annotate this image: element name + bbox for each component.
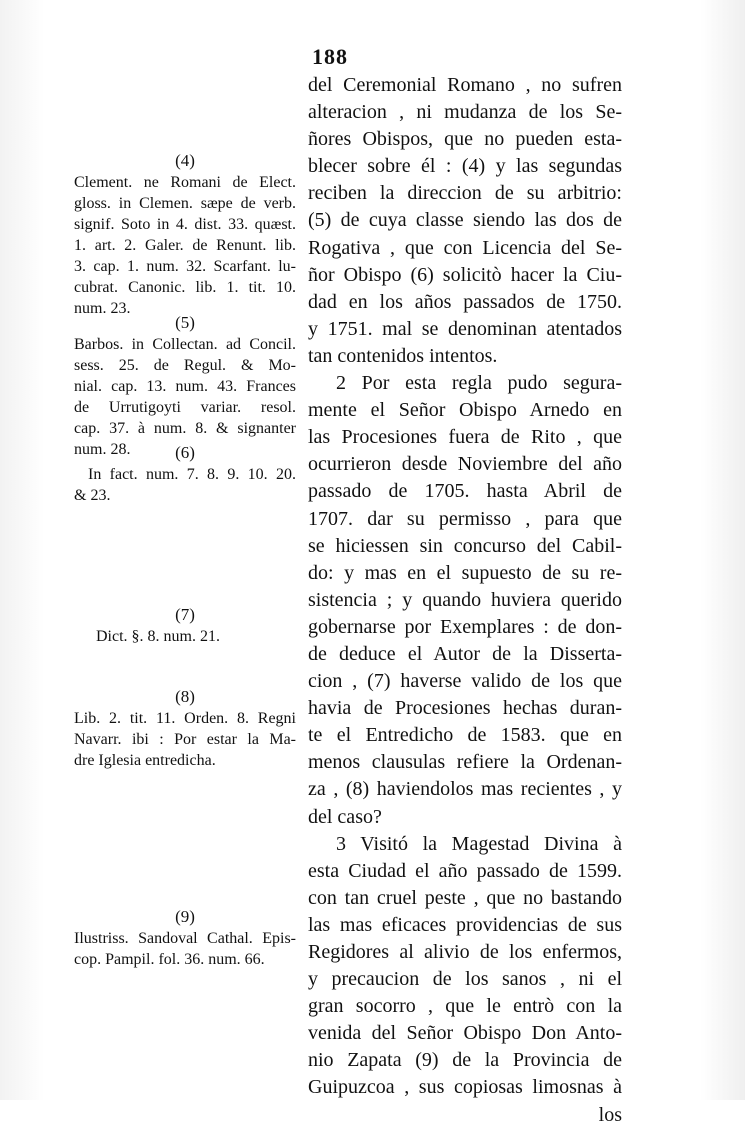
text-line: del Ceremonial Romano , no sufren [308, 74, 622, 96]
text-line: 3 Visitó la Magestad Divina à [336, 832, 622, 855]
text-line: Guipuzcoa , sus copiosas limosnas à [308, 1076, 622, 1099]
footnote-line: Dict. §. 8. num. 21. [96, 628, 220, 645]
text-line: se hiciessen sin concurso del Cabil- [308, 534, 622, 557]
text-line: 2 Por esta regla pudo segura- [336, 372, 622, 395]
text-line: Regidores al alivio de los enfermos, [308, 941, 622, 963]
footnote-line: num. 23. [74, 300, 131, 317]
text-line: havia de Procesiones hechas duran- [308, 697, 622, 720]
footnote-8 [74, 686, 296, 771]
footnote-line: nial. cap. 13. num. 43. Frances [74, 378, 296, 395]
footnote-number: (9) [175, 907, 195, 926]
text-line: mente el Señor Obispo Arnedo en [308, 399, 622, 422]
text-line: alteracion , ni mudanza de los Se- [308, 101, 622, 124]
footnote-line: cap. 37. à num. 8. & signanter [74, 420, 296, 437]
footnote-line: cubrat. Canonic. lib. 1. tit. 10. [74, 279, 296, 296]
text-line: de deduce el Autor de la Disserta- [308, 642, 622, 665]
footnote-line: Lib. 2. tit. 11. Orden. 8. Regni [74, 710, 296, 727]
page-number: 188 [312, 44, 348, 69]
footnote-number: (5) [175, 313, 195, 332]
text-line: sistencia ; y quando huviera querido [308, 588, 622, 611]
text-line: za , (8) haviendolos mas recientes , y [308, 778, 622, 801]
text-line: con tan cruel peste , que no bastando [308, 886, 622, 909]
text-line: gobernarse por Exemplares : de don- [308, 615, 622, 638]
footnote-line: 1. art. 2. Galer. de Renunt. lib. [74, 237, 296, 254]
footnote-number: (8) [175, 687, 195, 706]
text-line: las mas eficaces providencias de sus [308, 913, 622, 936]
text-line: do: y mas en el supuesto de su re- [308, 561, 622, 584]
text-line: te el Entredicho de 1583. que en [308, 724, 622, 747]
text-line: (5) de cuya classe siendo las dos de [308, 209, 622, 232]
footnote-line: gloss. in Clemen. sæpe de verb. [74, 195, 296, 212]
text-line: venida del Señor Obispo Don Anto- [308, 1022, 622, 1045]
text-line: del caso? [308, 805, 382, 828]
text-line: nio Zapata (9) de la Provincia de [308, 1049, 622, 1072]
text-line: menos clausulas refiere la Ordenan- [308, 751, 622, 774]
footnote-number: (6) [175, 443, 195, 462]
footnote-line: sess. 25. de Regul. & Mo- [74, 357, 296, 374]
text-line: cion , (7) haverse valido de los que [308, 670, 622, 693]
text-line: gran socorro , que le entrò con la [308, 995, 622, 1018]
footnote-5 [74, 312, 296, 460]
text-line: dad en los años passados de 1750. [308, 290, 622, 313]
footnote-line: signif. Soto in 4. dist. 33. quæst. [74, 216, 296, 233]
footnote-line: In fact. num. 7. 8. 9. 10. 20. [88, 466, 296, 483]
footnote-line: Ilustriss. Sandoval Cathal. Epis- [74, 930, 296, 947]
catchword: los [598, 1103, 622, 1126]
footnote-line: Barbos. in Collectan. ad Concil. [74, 336, 296, 353]
text-line: y precaucion de los sanos , ni el [308, 968, 622, 991]
footnote-line: Navarr. ibi : Por estar la Ma- [74, 731, 296, 748]
footnote-number: (4) [175, 151, 195, 170]
footnote-4 [74, 150, 296, 319]
text-line: Rogativa , que con Licencia del Se- [308, 236, 622, 259]
footnote-line: cop. Pampil. fol. 36. num. 66. [74, 951, 265, 968]
footnote-line: dre Iglesia entredicha. [74, 752, 216, 769]
text-line: blecer sobre él : (4) y las segundas [308, 155, 622, 178]
text-line: ñor Obispo (6) solicitò hacer la Ciu- [308, 263, 622, 286]
footnote-9 [74, 906, 296, 970]
footnote-line: num. 28. [74, 441, 131, 458]
footnote-line: de Urrutigoyti variar. resol. [74, 399, 296, 416]
text-line: las Procesiones fuera de Rito , que [308, 426, 622, 449]
footnote-6 [74, 442, 296, 506]
text-line: reciben la direccion de su arbitrio: [308, 182, 622, 205]
footnote-line: 3. cap. 1. num. 32. Scarfant. lu- [74, 258, 296, 275]
text-line: y 1751. mal se denominan atentados [308, 317, 622, 340]
text-line: tan contenidos intentos. [308, 344, 498, 367]
footnote-line: & 23. [74, 487, 111, 504]
text-line: ocurrieron desde Noviembre del año [308, 453, 622, 476]
footnote-number: (7) [175, 605, 195, 624]
footnote-7 [74, 604, 296, 647]
footnote-line: Clement. ne Romani de Elect. [74, 174, 296, 191]
text-line: passado de 1705. hasta Abril de [308, 480, 622, 503]
main-text-column [308, 72, 622, 1129]
text-line: esta Ciudad el año passado de 1599. [308, 859, 622, 882]
text-line: ñores Obispos, que no pueden esta- [308, 128, 622, 151]
text-line: 1707. dar su permisso , para que [308, 507, 622, 530]
